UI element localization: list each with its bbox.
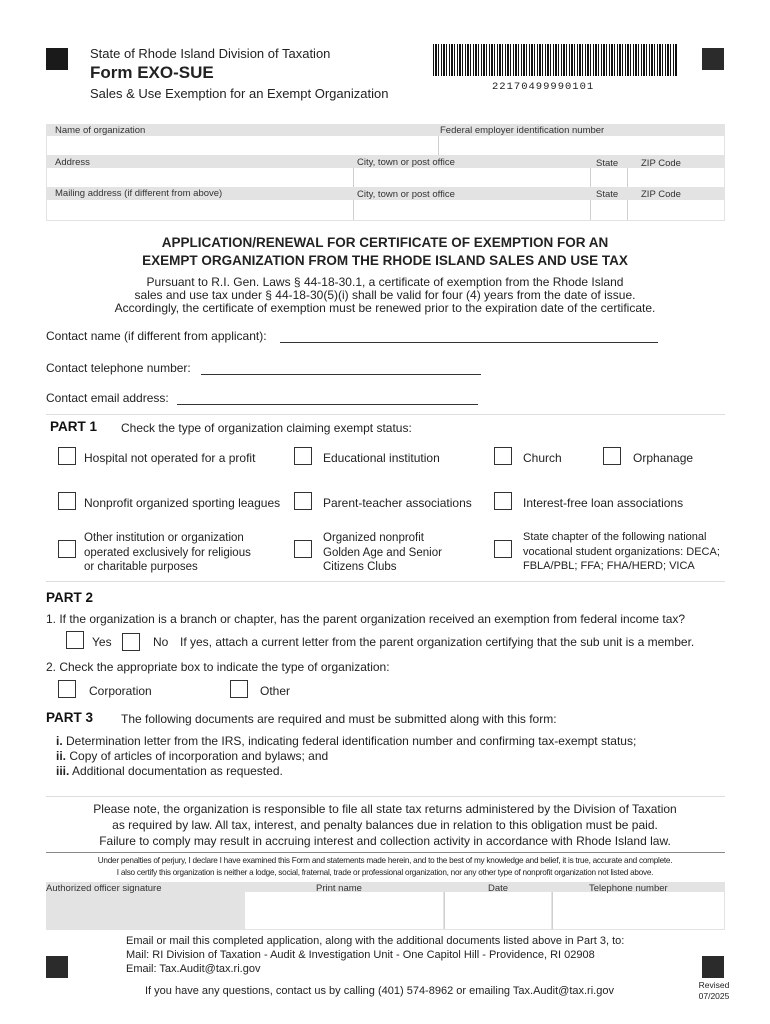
- contact-email-input[interactable]: [177, 404, 478, 405]
- state-chapter-checkbox[interactable]: [494, 540, 512, 558]
- label-state: State: [596, 158, 619, 169]
- educational-checkbox[interactable]: [294, 447, 312, 465]
- label-telephone: Telephone number: [589, 883, 668, 894]
- registration-mark-top-right: [702, 48, 724, 70]
- part2-heading: PART 2: [46, 590, 94, 605]
- title-line-2: EXEMPT ORGANIZATION FROM THE RHODE ISLAND SALES AND USE TAX: [142, 253, 628, 268]
- zip-input[interactable]: [627, 168, 724, 187]
- other-institution-checkbox[interactable]: [58, 540, 76, 558]
- other-institution-label: Other institution or organization operated exclusively for religious or charitable purposes: [84, 532, 251, 573]
- corporation-label: Corporation: [89, 684, 152, 698]
- state-input[interactable]: [590, 168, 626, 187]
- label-city: City, town or post office: [357, 157, 455, 168]
- label-zip: ZIP Code: [641, 158, 681, 169]
- barcode: [433, 44, 678, 76]
- mailing-instructions: Email or mail this completed application, along with the additional documents listed above in Part 3, to: Mail: RI Division of Taxation - Audit & Investigation Unit - One Capitol Hill - Providence, RI 02908 Email: Tax.Audit@tax.ri.gov: [126, 935, 625, 975]
- intro-line-2: sales and use tax under § 44-18-30(5)(i) shall be valid for four (4) years from the date of issue.: [134, 288, 636, 302]
- divider: [46, 581, 725, 582]
- requirement-i: i. Determination letter from the IRS, indicating federal identification number and confirming tax-exempt status;: [56, 734, 637, 748]
- revision-info: Revised 07/2025: [698, 980, 730, 1001]
- divider: [46, 796, 725, 797]
- state-chapter-label: State chapter of the following national vocational student organizations: DECA; FBLA/PBL; FFA; FHA/HERD; VICA: [523, 531, 720, 572]
- form-title: Form EXO-SUE: [90, 63, 214, 82]
- no-label: No: [153, 635, 169, 649]
- date-input[interactable]: [444, 892, 551, 929]
- contact-name-label: Contact name (if different from applicant):: [46, 329, 267, 343]
- label-mailing-address: Mailing address (if different from above): [55, 188, 223, 199]
- row2-inputs: [47, 168, 724, 187]
- corporation-checkbox[interactable]: [58, 680, 76, 698]
- sporting-leagues-label: Nonprofit organized sporting leagues: [84, 496, 281, 510]
- attach-instruction: If yes, attach a current letter from the parent organization certifying that the sub unit is a member.: [180, 635, 695, 649]
- no-checkbox[interactable]: [122, 633, 140, 651]
- golden-age-checkbox[interactable]: [294, 540, 312, 558]
- mailing-state-input[interactable]: [590, 200, 626, 220]
- label-print-name: Print name: [316, 883, 362, 894]
- orphanage-label: Orphanage: [633, 451, 694, 465]
- registration-mark-top-left: [46, 48, 68, 70]
- divider: [46, 852, 725, 853]
- requirement-ii: ii. Copy of articles of incorporation and bylaws; and: [56, 749, 329, 763]
- label-name-of-organization: Name of organization: [55, 125, 146, 136]
- print-name-input[interactable]: [245, 892, 443, 929]
- other-org-checkbox[interactable]: [230, 680, 248, 698]
- orphanage-checkbox[interactable]: [603, 447, 621, 465]
- interest-free-loan-label: Interest-free loan associations: [523, 496, 684, 510]
- requirement-iii: iii. Additional documentation as requested.: [56, 764, 283, 778]
- address-input[interactable]: [47, 168, 352, 187]
- perjury-line-2: I also certify this organization is neither a lodge, social, fraternal, trade or professional organization, nor any other type of nonprofit organization not listed above.: [116, 868, 654, 877]
- fein-input[interactable]: [438, 136, 724, 155]
- educational-label: Educational institution: [323, 451, 440, 465]
- contact-phone-input[interactable]: [201, 374, 481, 375]
- barcode-number: 22170499990101: [492, 81, 595, 93]
- questions-contact: If you have any questions, contact us by calling (401) 574-8962 or emailing Tax.Audit@tax.ri.gov: [145, 985, 614, 997]
- sporting-leagues-checkbox[interactable]: [58, 492, 76, 510]
- parent-teacher-label: Parent-teacher associations: [323, 496, 472, 510]
- organization-name-input[interactable]: [47, 136, 437, 155]
- agency-name: State of Rhode Island Division of Taxation: [90, 46, 331, 61]
- title-line-1: APPLICATION/RENEWAL FOR CERTIFICATE OF EXEMPTION FOR AN: [161, 235, 609, 250]
- row3-inputs: [47, 200, 724, 220]
- registration-mark-bottom-right: [702, 956, 724, 978]
- form-subtitle: Sales & Use Exemption for an Exempt Organization: [90, 86, 389, 101]
- contact-email-label: Contact email address:: [46, 391, 169, 405]
- notice-line-2: as required by law. All tax, interest, and penalty balances due in relation to this obligation must be paid.: [112, 818, 658, 832]
- notice-line-3: Failure to comply may result in accruing interest and collection activity in accordance with Rhode Island law.: [99, 834, 671, 848]
- interest-free-loan-checkbox[interactable]: [494, 492, 512, 510]
- contact-phone-label: Contact telephone number:: [46, 361, 191, 375]
- label-officer-signature: Authorized officer signature: [46, 883, 162, 894]
- part2-question-2: 2. Check the appropriate box to indicate the type of organization:: [46, 660, 390, 674]
- golden-age-label: Organized nonprofit Golden Age and Senior Citizens Clubs: [323, 532, 442, 573]
- telephone-input[interactable]: [552, 892, 724, 929]
- yes-label: Yes: [92, 635, 112, 649]
- notice-line-1: Please note, the organization is responsible to file all state tax returns administered by the Division of Taxation: [93, 802, 677, 816]
- label-mailing-state: State: [596, 189, 619, 200]
- divider: [46, 414, 725, 415]
- part1-instruction: Check the type of organization claiming exempt status:: [121, 421, 412, 435]
- row1-inputs: [47, 136, 724, 155]
- church-label: Church: [523, 451, 562, 465]
- officer-signature-input[interactable]: [46, 892, 244, 929]
- registration-mark-bottom-left: [46, 956, 68, 978]
- label-fein: Federal employer identification number: [440, 125, 605, 136]
- other-org-label: Other: [260, 684, 291, 698]
- intro-line-1: Pursuant to R.I. Gen. Laws § 44-18-30.1, a certificate of exemption from the Rhode Island: [146, 275, 624, 289]
- church-checkbox[interactable]: [494, 447, 512, 465]
- city-input[interactable]: [353, 168, 589, 187]
- label-address: Address: [55, 157, 90, 168]
- part2-question-1: 1. If the organization is a branch or chapter, has the parent organization received an exemption from federal income tax?: [46, 612, 686, 626]
- hospital-label: Hospital not operated for a profit: [84, 451, 256, 465]
- label-date: Date: [488, 883, 509, 894]
- contact-name-input[interactable]: [280, 342, 658, 343]
- mailing-address-input[interactable]: [47, 200, 352, 220]
- mailing-city-input[interactable]: [353, 200, 589, 220]
- intro-line-3: Accordingly, the certificate of exemption must be renewed prior to the expiration date of the certificate.: [114, 301, 656, 315]
- part3-heading: PART 3: [46, 710, 94, 725]
- perjury-line-1: Under penalties of perjury, I declare I have examined this Form and statements made herein, and to the best of my knowledge and belief, it is true, accurate and complete.: [97, 856, 673, 865]
- label-mailing-zip: ZIP Code: [641, 189, 681, 200]
- part3-instruction: The following documents are required and must be submitted along with this form:: [121, 712, 557, 726]
- part1-heading: PART 1: [50, 419, 98, 434]
- parent-teacher-checkbox[interactable]: [294, 492, 312, 510]
- hospital-checkbox[interactable]: [58, 447, 76, 465]
- mailing-zip-input[interactable]: [627, 200, 724, 220]
- label-mailing-city: City, town or post office: [357, 189, 455, 200]
- yes-checkbox[interactable]: [66, 631, 84, 649]
